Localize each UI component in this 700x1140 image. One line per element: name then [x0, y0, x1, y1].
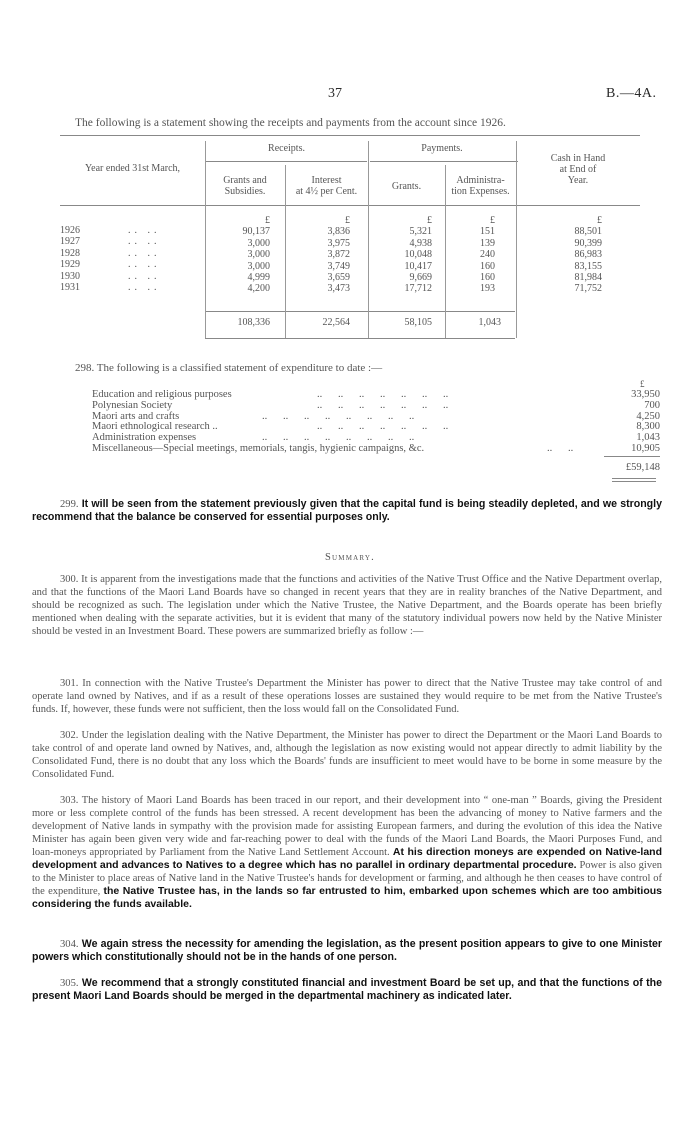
total-admin: 1,043: [478, 317, 501, 328]
total-grants-subsidies: 108,336: [237, 317, 270, 328]
paragraph-302: 302. Under the legislation dealing with the Native Department, the Minister has power to direct the Department or the Maori Land Boards to take control of and operate land owned by Natives, and, although the legislation as now existing would not appear directly to admit liability by the Consolidated Fund, there is no doubt that any loss which the Boards' funds are insufficient to meet would have to be borne in some measure by the Consolidated Fund.: [32, 730, 662, 780]
admin-column: £ 151 139 240 160 160 193: [480, 215, 495, 295]
expenditure-row: Miscellaneous—Special meetings, memorials, tangis, hygienic campaigns, &c. .. .. 10,905: [92, 442, 660, 454]
expenditure-row: Polynesian Society .. .. .. .. .. .. .. 700: [92, 399, 660, 411]
expenditure-row: Education and religious purposes .. .. .. .. .. .. .. 33,950: [92, 389, 660, 400]
expenditure-currency: £: [640, 379, 645, 389]
paragraph-303: 303. The history of Maori Land Boards has been traced in our report, and their development into “ one-man ” Boards, giving the President more or less complete control of the funds has been stressed. A recent development has been the advancing of money to Native farmers and the development of Native lands in sympathy with the provision made for assisting European farmers, and during the evolution of this idea the Native Minister has again been given very wide and far-reaching power to deal with the funds of the Maori Land Boards, the Maori Purposes Fund, and loan-moneys appropriated by Parliament from the Native Land Settlement Account. At his direction moneys are expended on Native-land development and advances to Natives to a degree which has no parallel in ordinary departmental procedure. Power is also given to the Minister to place areas of Native land in the Native Trustee's hands for development or farming, and although he then ceases to have control of the expenditure, the Native Trustee has, in the lands so far entrusted to him, embarked upon schemes which are too ambitious considering the funds available.: [32, 795, 663, 910]
col-grants-subsidies-header: Grants and Subsidies.: [223, 175, 267, 197]
paragraph-304: 304. We again stress the necessity for amending the legislation, as the present position appears to give to one Minister powers which constitutionally should not be in the hands of one person.: [32, 938, 662, 963]
interest-column: £ 3,836 3,975 3,872 3,749 3,659 3,473: [327, 215, 350, 295]
paragraph-301: 301. In connection with the Native Trustee's Department the Minister has power to direct that the Native Trustee may take control of and operate land owned by Natives, and if as a result of these operations losses are sustained they would require to be met from the Native Trustee's funds. If, however, these funds were not sufficient, then the loss would fall on the Consolidated Fund.: [32, 678, 662, 715]
cash-column: £ 88,501 90,399 86,983 83,155 81,984 71,752: [574, 215, 602, 295]
paragraph-305: 305. We recommend that a strongly constituted financial and investment Board be set up, and that the functions of the present Maori Land Boards should be merged in the departmental machinery as indicated later.: [32, 977, 662, 1002]
expenditure-row: Maori ethnological research .. .. .. .. .. .. .. .. 8,300: [92, 421, 660, 433]
grants-subsidies-column: £ 90,137 3,000 3,000 3,000 4,999 4,200: [242, 215, 270, 295]
expenditure-list: [92, 390, 660, 455]
grants-column: £ 5,321 4,938 10,048 10,417 9,669 17,712: [404, 215, 432, 295]
col-grants-header: Grants.: [391, 181, 422, 192]
double-rule-bottom: [612, 481, 656, 482]
paragraph-300: 300. It is apparent from the investigations made that the functions and activities of the Native Trust Office and the Native Department overlap, and that the functions of the Maori Land Boards have so changed in recent years that they are in reality branches of the Native Department, and should be recognized as such. The legislation under which the Native Trustee, the Native Department, and the Boards operate has been briefly mentioned when dealing with the separate activities, but it is evident that many of the statutory individual powers now held by the Native Minister should be vested in an Investment Board. These powers are summarized briefly as follow :—: [32, 574, 662, 637]
year-column: 1926 1927 1928 1929 1930 1931: [60, 225, 80, 294]
total-interest: 22,564: [322, 317, 350, 328]
year-leaders: .. .. .. .. .. .. .. .. .. .. .. ..: [128, 225, 161, 294]
page-number: 37: [328, 86, 342, 101]
col-cash-header: Cash in Hand at End of Year.: [550, 153, 606, 186]
receipts-payments-table: [60, 135, 640, 355]
receipts-header: Receipts.: [268, 143, 305, 154]
report-code: B.—4A.: [606, 86, 657, 101]
expenditure-row: Maori arts and crafts .. .. .. .. .. .. .. .. 4,250: [92, 410, 660, 422]
payments-header: Payments.: [421, 143, 463, 154]
summary-heading: Summary.: [325, 552, 375, 563]
col-interest-header: Interest at 4½ per Cent.: [295, 175, 358, 197]
total-grants: 58,105: [404, 317, 432, 328]
total-rule: [604, 456, 660, 457]
year-header: Year ended 31st March,: [84, 163, 181, 174]
paragraph-299: 299. It will be seen from the statement previously given that the capital fund is being steadily depleted, and we strongly recommend that the balance be conserved for essential purposes only.: [32, 498, 662, 523]
expenditure-row: Administration expenses .. .. .. .. .. .. .. .. 1,043: [92, 432, 660, 444]
col-admin-header: Administra- tion Expenses.: [451, 175, 510, 197]
table-intro: The following is a statement showing the receipts and payments from the account since 1926.: [75, 117, 506, 129]
paragraph-303-bold-1: At his direction moneys are expended on Native-land development and advances to Natives to a degree which has no parallel in ordinary departmental procedure.: [32, 846, 662, 871]
double-rule-top: [612, 478, 656, 479]
expenditure-total: £59,148: [625, 462, 660, 473]
paragraph-298: 298. The following is a classified statement of expenditure to date :—: [75, 362, 383, 374]
paragraph-303-bold-2: the Native Trustee has, in the lands so far entrusted to him, embarked upon schemes which are too ambitious considering the funds available.: [32, 885, 663, 910]
